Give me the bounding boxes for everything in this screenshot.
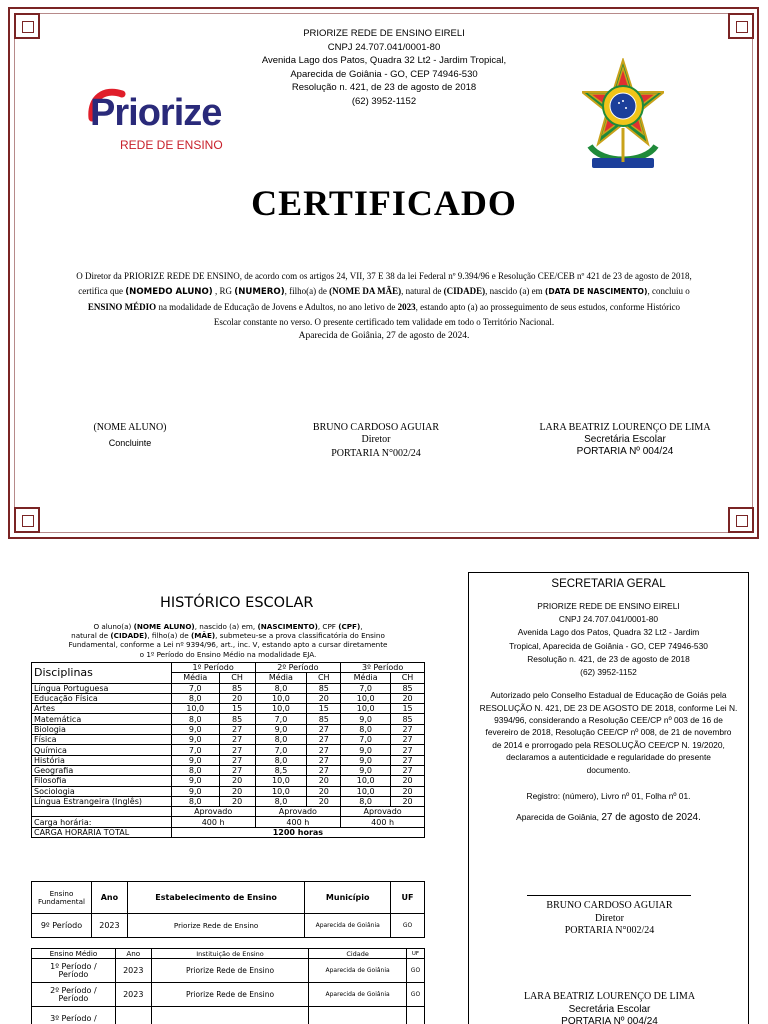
medio-period: 3º Período / (32, 1007, 116, 1024)
certificate-text: , estando apto (a) ao prosseguimento de seus estudos, conforme Histórico (415, 302, 681, 312)
intro-cpf: (CPF) (338, 622, 361, 631)
city-field: (CIDADE) (443, 286, 486, 296)
grade-row (32, 745, 425, 755)
intro-line3: Fundamental, conforme a Lei nº 9394/96, art., inc. V, estando apto a cursar diretamente (68, 640, 388, 650)
carga-label: Carga horária: (32, 817, 172, 827)
grade-row (32, 755, 425, 765)
carga-value: 400 h (255, 817, 341, 827)
fundamental-header-city: Município (305, 882, 391, 914)
medio-city: Aparecida de Goiânia (309, 983, 407, 1007)
grade-media: 8,0 (255, 683, 307, 693)
grade-ch: 20 (219, 796, 255, 806)
medio-uf: GO (406, 983, 424, 1007)
grade-ch: 27 (307, 745, 341, 755)
period-header: 2º Período (255, 663, 341, 673)
intro-mother: (MÃE) (190, 631, 216, 641)
grade-media: 7,0 (341, 735, 391, 745)
fundamental-header-uf: UF (391, 882, 425, 914)
grade-row (32, 693, 425, 703)
secretaria-cnpj: CNPJ 24.707.041/0001-80 (558, 614, 659, 625)
fundamental-period: 9º Período (32, 914, 92, 938)
secretaria-addr1: Avenida Lago dos Patos, Quadra 32 Lt2 - Jardim (517, 627, 700, 638)
medio-row (32, 1007, 425, 1024)
grade-media: 9,0 (171, 786, 219, 796)
student-name: (NOME ALUNO) (93, 422, 167, 433)
intro-line4: o 1º Período do Ensino Médio na modalidade EJA. (139, 649, 317, 659)
intro-text: natural de (71, 631, 111, 641)
grade-rows (32, 683, 425, 807)
grade-media: 10,0 (255, 776, 307, 786)
secretaria-box (468, 572, 749, 1024)
intro-text: , (360, 622, 363, 631)
intro-text: , CPF (317, 622, 339, 631)
period-header: 1º Período (171, 663, 255, 673)
secretaria-date-value: 27 de agosto de 2024. (601, 812, 701, 824)
grade-row (32, 786, 425, 796)
secretaria-secretary-name: LARA BEATRIZ LOURENÇO DE LIMA (523, 991, 696, 1002)
carga-value: 400 h (171, 817, 255, 827)
grade-media: 10,0 (341, 776, 391, 786)
secretaria-phone: (62) 3952-1152 (580, 667, 637, 678)
medio-city: Aparecida de Goiânia (309, 959, 407, 983)
medio-row (32, 959, 425, 983)
subject-name: Educação Física (32, 693, 172, 703)
student-role: Concluinte (108, 438, 152, 448)
grade-ch: 27 (219, 724, 255, 734)
grade-media: 9,0 (255, 724, 307, 734)
secretaria-addr2: Tropical, Aparecida de Goiânia - GO, CEP 74946-530 (509, 640, 708, 651)
grade-media: 9,0 (341, 745, 391, 755)
fundamental-table (31, 881, 425, 938)
certificate-text: , RG (212, 286, 235, 296)
certificate-text: , natural de (401, 286, 444, 296)
medio-year: 2023 (115, 983, 151, 1007)
approved-status: Aprovado (255, 807, 341, 817)
grade-media: 7,0 (171, 745, 219, 755)
historico-intro (30, 622, 426, 659)
grade-ch: 27 (219, 745, 255, 755)
intro-birth: (NASCIMENTO) (257, 622, 318, 631)
secretaria-secretary-role: Secretária Escolar (568, 1003, 651, 1015)
institution-cnpj: CNPJ 24.707.041/0001-80 (327, 41, 441, 53)
grade-ch: 27 (307, 735, 341, 745)
grade-media: 9,0 (171, 724, 219, 734)
grade-media: 7,0 (255, 714, 307, 724)
grades-table (31, 662, 425, 838)
medio-year (115, 1007, 151, 1024)
grade-media: 10,0 (255, 693, 307, 703)
grade-media: 10,0 (341, 704, 391, 714)
certificate-text: , nascido (a) em (485, 286, 545, 296)
intro-text: O aluno(a) (93, 622, 134, 631)
grade-media: 8,0 (171, 693, 219, 703)
corner-ornament-top-left (14, 13, 40, 39)
medio-school (151, 1007, 309, 1024)
grade-ch: 85 (219, 714, 255, 724)
grade-row (32, 724, 425, 734)
auth-line: documento. (586, 764, 631, 775)
ch-header: CH (391, 673, 425, 683)
auth-line: fevereiro de 2018, Resolução CEE/CP nº 008, de 21 de novembro (485, 727, 732, 738)
grade-ch: 27 (307, 724, 341, 734)
subject-name: História (32, 755, 172, 765)
mother-name-field: (NOME DA MÃE) (329, 286, 402, 296)
secretaria-resolution: Resolução n. 421, de 23 de agosto de 2018 (527, 653, 690, 664)
grade-media: 9,0 (171, 776, 219, 786)
subject-name: Física (32, 735, 172, 745)
auth-line: declaramos a autenticidade e regularidade do presente (506, 752, 711, 763)
institution-resolution: Resolução n. 421, de 23 de agosto de 2018 (291, 82, 477, 93)
priorize-logo (86, 84, 246, 154)
fundamental-header-school: Estabelecimento de Ensino (127, 882, 304, 914)
student-signature (60, 422, 200, 449)
secretary-name: LARA BEATRIZ LOURENÇO DE LIMA (539, 422, 711, 433)
grade-ch: 15 (307, 704, 341, 714)
grade-ch: 27 (219, 765, 255, 775)
grade-media: 8,0 (255, 796, 307, 806)
institution-address-line2: Aparecida de Goiânia - GO, CEP 74946-530 (290, 68, 478, 80)
auth-line: Autorizado pelo Conselho Estadual de Educação de Goiás pela (490, 690, 727, 701)
secretaria-director (469, 900, 750, 938)
intro-text: , nascido (a) em, (194, 622, 258, 631)
secretaria-secretary-ordinance: PORTARIA Nº 004/24 (561, 1016, 658, 1024)
disciplinas-header: Disciplinas (32, 663, 172, 684)
grade-media: 9,0 (341, 755, 391, 765)
grade-media: 7,0 (171, 683, 219, 693)
secretaria-registro: Registro: (número), Livro nº 01, Folha nº 01. (526, 791, 691, 802)
certificate-line1: O Diretor da PRIORIZE REDE DE ENSINO, de acordo com os artigos 24, VII, 37 E 38 da lei Federal nº 9.394/96 e Resolução CEE/CEB nº 421 de 23 de agosto de 2018, (76, 271, 692, 281)
media-header: Média (171, 673, 219, 683)
fundamental-year: 2023 (91, 914, 127, 938)
grade-media: 7,0 (341, 683, 391, 693)
grade-media: 10,0 (341, 693, 391, 703)
institution-phone: (62) 3952-1152 (351, 95, 417, 107)
auth-line: RESOLUÇÃO N. 421, DE 23 DE AGOSTO DE 2018, conforme Lei N. (479, 702, 738, 713)
grade-ch: 20 (307, 786, 341, 796)
medio-rows (32, 959, 425, 1024)
grade-media: 10,0 (171, 704, 219, 714)
signature-line (527, 895, 691, 896)
approved-status: Aprovado (171, 807, 255, 817)
grade-ch: 20 (219, 786, 255, 796)
institution-address-line1: Avenida Lago dos Patos, Quadra 32 Lt2 - Jardim Tropical, (261, 55, 507, 66)
student-name-field: (NOMEDO ALUNO) (125, 287, 213, 297)
subject-name: Filosofia (32, 776, 172, 786)
medio-year: 2023 (115, 959, 151, 983)
carga-value: 400 h (341, 817, 425, 827)
grade-ch: 27 (391, 724, 425, 734)
secretaria-authorization (469, 689, 748, 776)
subject-name: Geografia (32, 765, 172, 775)
subject-name: Língua Estrangeira (Inglês) (32, 796, 172, 806)
corner-ornament-bottom-left (14, 507, 40, 533)
approved-status: Aprovado (341, 807, 425, 817)
grade-media: 8,0 (171, 714, 219, 724)
medio-header-school: Instituição de Ensino (151, 949, 309, 959)
secretaria-title: SECRETARIA GERAL (551, 578, 666, 590)
secretaria-secretary (469, 991, 750, 1024)
grade-ch: 20 (391, 693, 425, 703)
corner-ornament-top-right (728, 13, 754, 39)
subject-name: Artes (32, 704, 172, 714)
birth-date-field: (DATA DE NASCIMENTO) (544, 287, 648, 296)
grade-ch: 85 (307, 683, 341, 693)
fundamental-city: Aparecida de Goiânia (305, 914, 391, 938)
historico-title: HISTÓRICO ESCOLAR (160, 595, 314, 611)
secretaria-director-name: BRUNO CARDOSO AGUIAR (546, 900, 673, 911)
certificate-text: na modalidade de Educação de Jovens e Adultos, no ano letivo de (156, 302, 398, 312)
intro-student-name: (NOME ALUNO) (133, 622, 195, 631)
subject-name: Sociologia (32, 786, 172, 796)
ch-header: CH (219, 673, 255, 683)
grade-media: 8,0 (171, 765, 219, 775)
intro-city: (CIDADE) (110, 631, 148, 641)
fundamental-header-year: Ano (91, 882, 127, 914)
subject-name: Biologia (32, 724, 172, 734)
fundamental-uf: GO (391, 914, 425, 938)
secretaria-name: PRIORIZE REDE DE ENSINO EIRELI (537, 601, 680, 611)
grade-media: 10,0 (341, 786, 391, 796)
grade-ch: 85 (219, 683, 255, 693)
grade-ch: 27 (307, 755, 341, 765)
grade-ch: 27 (391, 735, 425, 745)
grade-media: 9,0 (341, 765, 391, 775)
empty-cell (32, 807, 172, 817)
medio-table (31, 948, 425, 1024)
certificate-text: , concluiu o (647, 286, 690, 296)
grade-ch: 27 (219, 735, 255, 745)
grade-media: 9,0 (171, 755, 219, 765)
grade-media: 8,5 (255, 765, 307, 775)
medio-row (32, 983, 425, 1007)
auth-line: de 2014 e prorrogado pela RESOLUÇÃO CEE/CP N. 19/2020, (492, 739, 725, 750)
director-role: Diretor (361, 434, 391, 445)
grade-ch: 20 (391, 776, 425, 786)
grade-ch: 20 (307, 796, 341, 806)
grade-media: 10,0 (255, 704, 307, 714)
grade-ch: 15 (391, 704, 425, 714)
secretaria-director-ordinance: PORTARIA N°002/24 (564, 925, 655, 936)
grade-media: 9,0 (341, 714, 391, 724)
logo-word: Priorize (90, 92, 222, 134)
logo-subtitle: REDE DE ENSINO (120, 138, 223, 152)
grade-media: 8,0 (255, 735, 307, 745)
media-header: Média (341, 673, 391, 683)
secretaria-director-role: Diretor (595, 912, 624, 924)
grade-row (32, 735, 425, 745)
corner-ornament-bottom-right (728, 507, 754, 533)
medio-school: Priorize Rede de Ensino (151, 983, 309, 1007)
grade-media: 7,0 (255, 745, 307, 755)
secretaria-date (469, 811, 748, 824)
grade-row (32, 776, 425, 786)
course-level: ENSINO MÉDIO (87, 302, 157, 312)
director-signature (290, 422, 462, 460)
total-label: CARGA HORÁRIA TOTAL (32, 827, 172, 837)
subject-name: Matemática (32, 714, 172, 724)
grade-ch: 20 (307, 693, 341, 703)
medio-period: 1º Período / Período (32, 959, 116, 983)
brazil-coat-of-arms-icon (582, 58, 664, 176)
grade-media: 8,0 (341, 796, 391, 806)
intro-text: , submeteu-se a prova classificatória do Ensino (215, 631, 385, 641)
grade-row (32, 796, 425, 806)
secretary-signature (512, 422, 738, 458)
certificate-text: , filho(a) de (284, 286, 330, 296)
certificate-text: certifica que (78, 286, 126, 296)
grade-ch: 85 (391, 714, 425, 724)
grade-row (32, 704, 425, 714)
intro-text: , filho(a) de (147, 631, 191, 641)
grade-row (32, 683, 425, 693)
grade-ch: 20 (391, 796, 425, 806)
medio-period: 2º Período / Período (32, 983, 116, 1007)
secretaria-date-prefix: Aparecida de Goiânia, (516, 812, 602, 823)
school-year: 2023 (397, 302, 416, 312)
grade-ch: 20 (307, 776, 341, 786)
total-value: 1200 horas (171, 827, 424, 837)
subject-name: Língua Portuguesa (32, 683, 172, 693)
grade-media: 8,0 (171, 796, 219, 806)
grade-ch: 27 (391, 745, 425, 755)
grade-media: 8,0 (341, 724, 391, 734)
grade-ch: 27 (219, 755, 255, 765)
grade-ch: 27 (391, 765, 425, 775)
grade-ch: 20 (219, 776, 255, 786)
grade-ch: 20 (219, 693, 255, 703)
director-name: BRUNO CARDOSO AGUIAR (312, 422, 440, 433)
grade-ch: 20 (391, 786, 425, 796)
grade-media: 9,0 (171, 735, 219, 745)
medio-header-uf: UF (406, 949, 424, 959)
certificate-body (30, 269, 738, 330)
fundamental-school: Priorize Rede de Ensino (127, 914, 304, 938)
period-header: 3º Período (341, 663, 425, 673)
grade-media: 10,0 (255, 786, 307, 796)
medio-header-city: Cidade (309, 949, 407, 959)
certificate-title: CERTIFICADO (251, 183, 517, 223)
medio-uf (406, 1007, 424, 1024)
medio-header-level: Ensino Médio (32, 949, 116, 959)
grade-ch: 27 (391, 755, 425, 765)
medio-city (309, 1007, 407, 1024)
medio-uf: GO (406, 959, 424, 983)
grade-row (32, 714, 425, 724)
secretary-ordinance: PORTARIA Nº 004/24 (576, 446, 674, 457)
grade-row (32, 765, 425, 775)
certificate-date: Aparecida de Goiânia, 27 de agosto de 2024. (298, 331, 470, 341)
director-ordinance: PORTARIA N°002/24 (331, 448, 421, 459)
grade-ch: 85 (307, 714, 341, 724)
fundamental-header-level: Ensino Fundamental (32, 882, 92, 914)
institution-name: PRIORIZE REDE DE ENSINO EIRELI (303, 28, 465, 39)
media-header: Média (255, 673, 307, 683)
grade-ch: 15 (219, 704, 255, 714)
grade-ch: 27 (307, 765, 341, 775)
grade-ch: 85 (391, 683, 425, 693)
certificate-line4: Escolar constante no verso. O presente certificado tem validade em todo o Território Nacional. (213, 317, 555, 327)
auth-line: 9394/96, considerando a Resolução CEE/CP nº 003 de 16 de (494, 715, 723, 726)
rg-field: (NUMERO) (234, 287, 285, 297)
subject-name: Química (32, 745, 172, 755)
secretary-role: Secretária Escolar (584, 434, 666, 445)
medio-header-year: Ano (115, 949, 151, 959)
ch-header: CH (307, 673, 341, 683)
grade-media: 8,0 (255, 755, 307, 765)
medio-school: Priorize Rede de Ensino (151, 959, 309, 983)
